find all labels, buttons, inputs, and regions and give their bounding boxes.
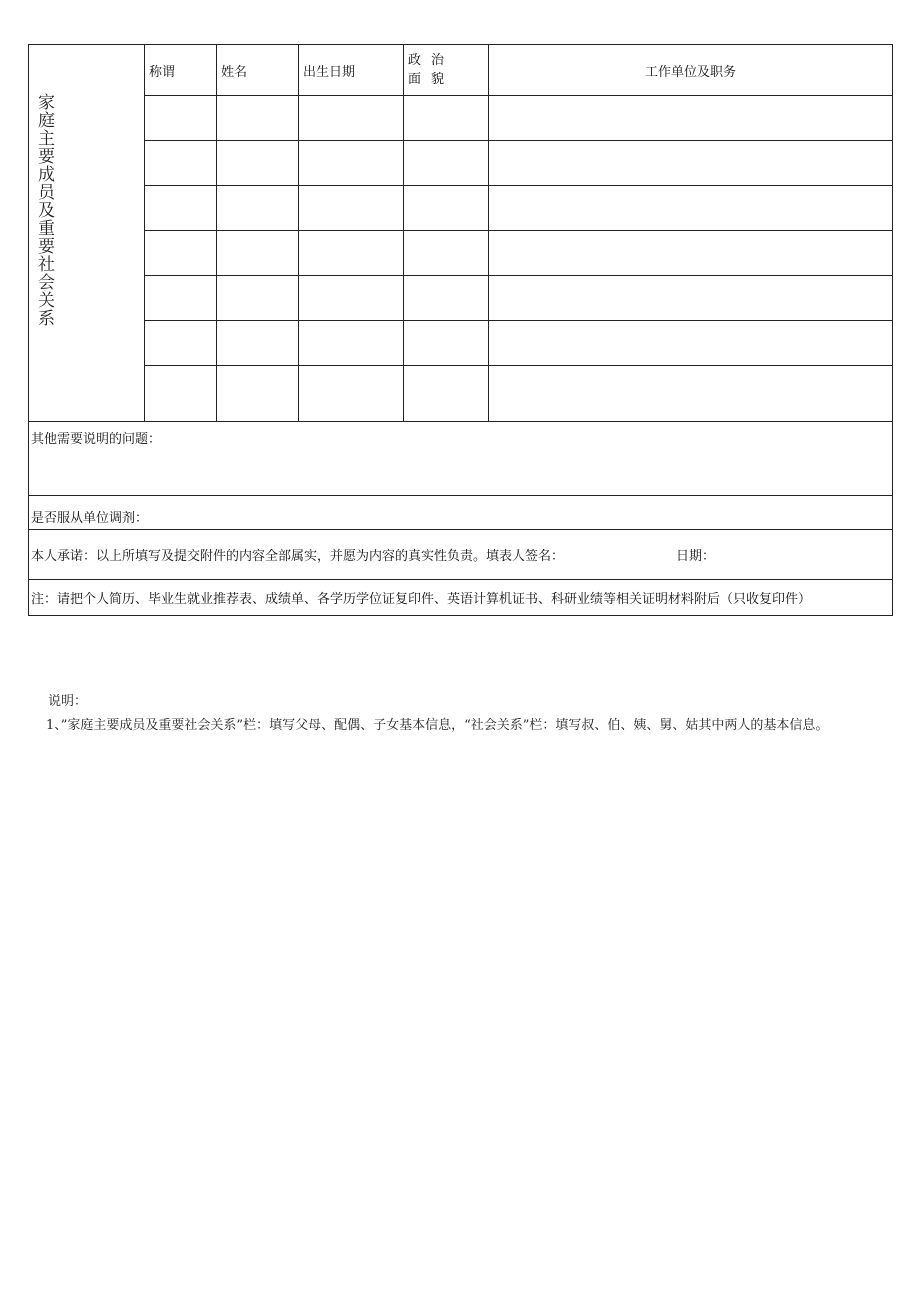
family-section-label-text: 家庭主要成员及重要社会关系 <box>34 93 54 327</box>
name-cell[interactable] <box>217 231 299 276</box>
political-status-cell[interactable] <box>404 231 489 276</box>
birth-date-cell[interactable] <box>299 96 404 141</box>
work-unit-cell[interactable] <box>489 96 893 141</box>
birth-date-cell[interactable] <box>299 141 404 186</box>
header-political-status <box>404 45 489 96</box>
birth-date-cell[interactable] <box>299 231 404 276</box>
relation-cell[interactable] <box>145 321 217 366</box>
work-unit-cell[interactable] <box>489 186 893 231</box>
other-issues-row <box>29 422 893 496</box>
table-row <box>29 231 893 276</box>
birth-date-cell[interactable] <box>299 276 404 321</box>
work-unit-cell[interactable] <box>489 231 893 276</box>
explanation-item-number: 1、 <box>46 718 61 733</box>
other-issues-label: 其他需要说明的问题： <box>31 432 162 447</box>
note-field <box>29 580 893 616</box>
political-status-cell[interactable] <box>404 141 489 186</box>
name-cell[interactable] <box>217 276 299 321</box>
political-status-cell[interactable] <box>404 276 489 321</box>
political-status-cell[interactable] <box>404 321 489 366</box>
name-cell[interactable] <box>217 366 299 422</box>
political-status-cell[interactable] <box>404 366 489 422</box>
table-row <box>29 141 893 186</box>
explanation-item-1 <box>46 714 892 738</box>
relation-cell[interactable] <box>145 96 217 141</box>
table-row <box>29 276 893 321</box>
table-row <box>29 366 893 422</box>
explanation-section <box>46 690 892 738</box>
political-status-cell[interactable] <box>404 96 489 141</box>
explanation-title: 说明： <box>48 694 88 709</box>
obey-adjustment-row <box>29 496 893 530</box>
pledge-text: 本人承诺：以上所填写及提交附件的内容全部属实，并愿为内容的真实性负责。填表人签名： <box>31 549 565 564</box>
header-work-unit: 工作单位及职务 <box>489 45 893 96</box>
family-section-label <box>29 45 145 422</box>
table-row <box>29 321 893 366</box>
birth-date-cell[interactable] <box>299 321 404 366</box>
date-label: 日期： <box>676 549 716 564</box>
header-name: 姓名 <box>217 45 299 96</box>
relation-cell[interactable] <box>145 276 217 321</box>
pledge-row <box>29 530 893 580</box>
work-unit-cell[interactable] <box>489 366 893 422</box>
table-header-row <box>29 45 893 96</box>
work-unit-cell[interactable] <box>489 321 893 366</box>
attachment-note: 注：请把个人简历、毕业生就业推荐表、成绩单、各学历学位证复印件、英语计算机证书、科研业绩等相关证明材料附后（只收复印件） <box>31 592 812 607</box>
work-unit-cell[interactable] <box>489 141 893 186</box>
obey-adjustment-label: 是否服从单位调剂： <box>31 511 149 526</box>
obey-adjustment-field[interactable] <box>29 496 893 530</box>
name-cell[interactable] <box>217 186 299 231</box>
name-cell[interactable] <box>217 141 299 186</box>
family-members-table <box>28 44 893 616</box>
note-row <box>29 580 893 616</box>
relation-cell[interactable] <box>145 141 217 186</box>
relation-cell[interactable] <box>145 366 217 422</box>
birth-date-cell[interactable] <box>299 366 404 422</box>
table-row <box>29 186 893 231</box>
header-relation: 称谓 <box>145 45 217 96</box>
name-cell[interactable] <box>217 321 299 366</box>
header-political-line1: 政治 <box>408 53 455 68</box>
relation-cell[interactable] <box>145 186 217 231</box>
explanation-item-text: ”家庭主要成员及重要社会关系”栏：填写父母、配偶、子女基本信息，“社会关系”栏：填写叔、伯、姨、舅、姑其中两人的基本信息。 <box>60 718 829 733</box>
other-issues-field[interactable] <box>29 422 893 496</box>
header-birth-date: 出生日期 <box>299 45 404 96</box>
name-cell[interactable] <box>217 96 299 141</box>
work-unit-cell[interactable] <box>489 276 893 321</box>
table-row <box>29 96 893 141</box>
pledge-field <box>29 530 893 580</box>
political-status-cell[interactable] <box>404 186 489 231</box>
relation-cell[interactable] <box>145 231 217 276</box>
header-political-line2: 面貌 <box>408 72 455 87</box>
birth-date-cell[interactable] <box>299 186 404 231</box>
